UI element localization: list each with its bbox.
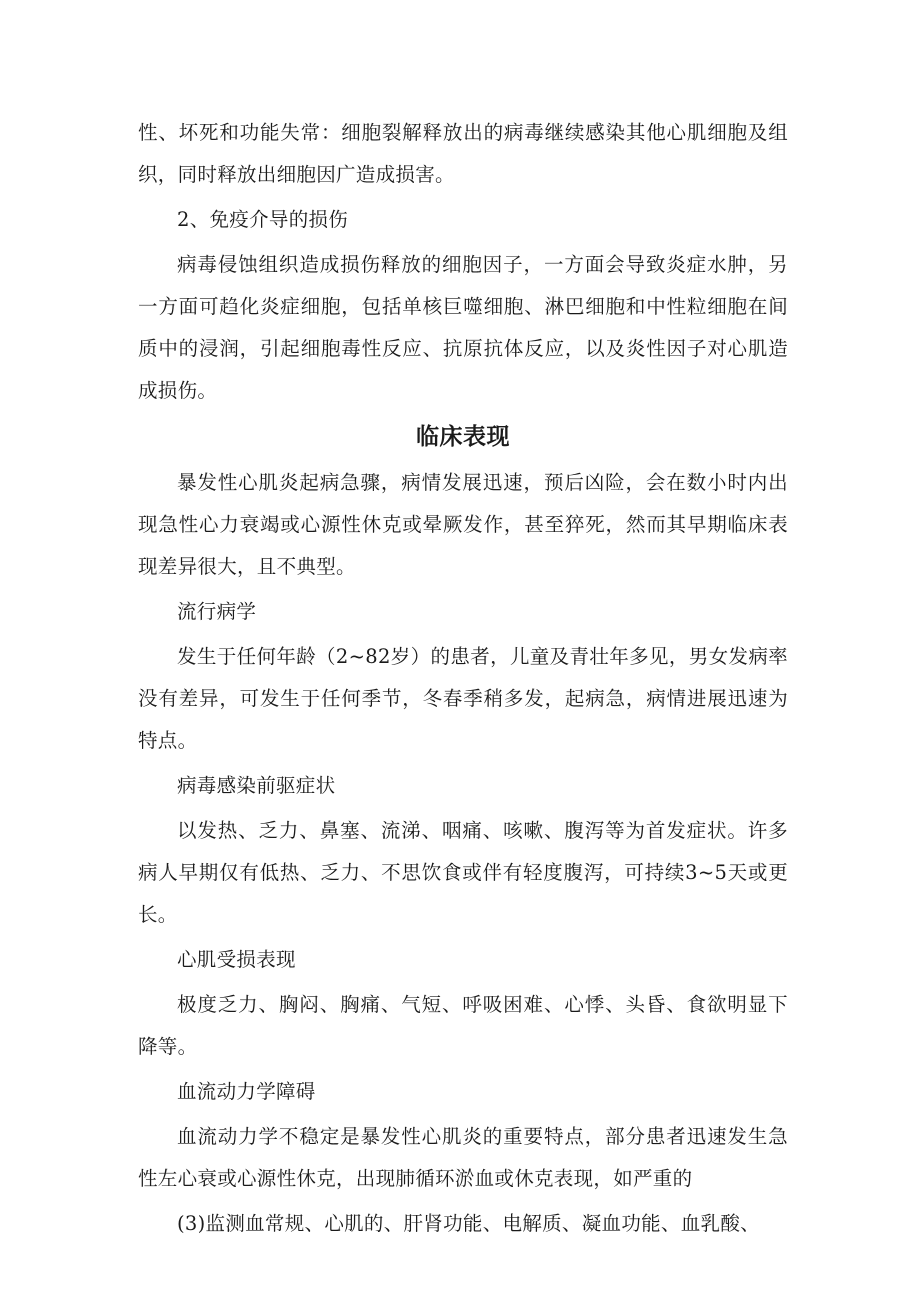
document-page bbox=[138, 112, 788, 1248]
myocardial-injury-paragraph: 极度乏力、胸闷、胸痛、气短、呼吸困难、心悸、头昏、食欲明显下降等。 bbox=[138, 993, 788, 1058]
myocardial-injury-heading: 心肌受损表现 bbox=[177, 948, 296, 971]
immune-injury-heading: 2、免疫介导的损伤 bbox=[177, 208, 349, 231]
monitoring-item: (3)监测血常规、心肌的、肝肾功能、电解质、凝血功能、血乳酸、 bbox=[177, 1212, 760, 1235]
clinical-intro-paragraph: 暴发性心肌炎起病急骤，病情发展迅速，预后凶险，会在数小时内出现急性心力衰竭或心源性休克或晕厥发作，甚至猝死，然而其早期临床表现差异很大，且不典型。 bbox=[138, 471, 788, 578]
hemodynamic-disorder-paragraph: 血流动力学不稳定是暴发性心肌炎的重要特点，部分患者迅速发生急性左心衰或心源性休克，出现肺循环淤血或休克表现，如严重的 bbox=[138, 1125, 788, 1190]
intro-continuation-paragraph: 性、坏死和功能失常：细胞裂解释放出的病毒继续感染其他心肌细胞及组织，同时释放出细胞因广造成损害。 bbox=[138, 121, 788, 186]
prodromal-symptoms-paragraph: 以发热、乏力、鼻塞、流涕、咽痛、咳嗽、腹泻等为首发症状。许多病人早期仅有低热、乏力、不思饮食或伴有轻度腹泻，可持续3~5天或更长。 bbox=[138, 819, 788, 926]
hemodynamic-disorder-heading: 血流动力学障碍 bbox=[177, 1080, 316, 1103]
prodromal-symptoms-heading: 病毒感染前驱症状 bbox=[177, 774, 336, 797]
immune-injury-paragraph: 病毒侵蚀组织造成损伤释放的细胞因子，一方面会导致炎症水肿，另一方面可趋化炎症细胞，包括单核巨噬细胞、淋巴细胞和中性粒细胞在间质中的浸润，引起细胞毒性反应、抗原抗体反应，以及炎性因子对心肌造成损伤。 bbox=[138, 253, 788, 402]
clinical-section-title: 临床表现 bbox=[416, 424, 510, 450]
epidemiology-paragraph: 发生于任何年龄（2~82岁）的患者，儿童及青壮年多见，男女发病率没有差异，可发生于任何季节，冬春季稍多发，起病急，病情进展迅速为特点。 bbox=[138, 645, 788, 752]
epidemiology-heading: 流行病学 bbox=[177, 600, 257, 623]
